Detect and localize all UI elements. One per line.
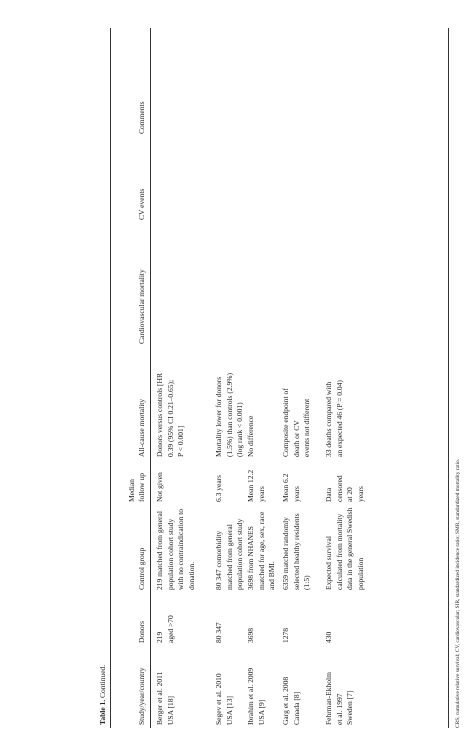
bottom-rule [448, 28, 449, 728]
table-footnote: CRS, cumulative relative survival; CV, cardiovascular; SIR, standardized incidence ratio; SMR, standardized mortality ratio. [455, 458, 461, 728]
header-cv-events: CV events [137, 188, 146, 220]
row5-median: Data censored at 20 years [324, 475, 365, 502]
row3-allcause: No difference [246, 415, 255, 457]
row1-donors: 219 aged >70 [155, 615, 175, 643]
rotated-table [98, 28, 473, 728]
header-median-line2: follow up [137, 473, 146, 502]
row1-control: 219 matched from general population cohort study with no contraindication to donation. [155, 508, 196, 590]
header-rule [150, 28, 151, 728]
header-comments: Comments [137, 101, 146, 134]
table-caption [98, 665, 107, 725]
row1-median: Not given [155, 472, 164, 502]
row2-control: 80 347 comorbidity matched from general population cohort study [214, 518, 244, 590]
row3-median: Mean 12.2 years [246, 469, 266, 502]
row4-control: 6359 matched randomly selected healthy residents (1:5) [281, 513, 311, 590]
row2-allcause: Mortality lower for donors (1.5%) than controls (2.9%) (log rank < 0.001) [214, 373, 244, 457]
header-donors: Donors [137, 620, 146, 643]
row5-study: Fehrman-Ekholm et al. 1997 Sweden [7] [324, 672, 354, 725]
row2-median: 6.3 years [214, 474, 223, 502]
row5-donors: 430 [324, 631, 333, 643]
row2-donors: 80 347 [214, 622, 223, 643]
header-cardiovascular-mortality: Cardiovascular mortality [137, 269, 146, 344]
row3-donors: 3698 [246, 628, 255, 643]
header-study: Study/year/country [137, 667, 146, 725]
row3-control: 3698 from NHANES matched for age, sex, race and BMI. [246, 511, 276, 590]
header-allcause-mortality: All-cause mortality [137, 398, 146, 457]
top-rule [110, 28, 111, 728]
row1-allcause: Donors versus controls [HR 0.39 (95% CI 0.21–0.65); P < 0.001] [155, 373, 185, 457]
row1-study: Berger et al. 2011 USA [18] [155, 671, 175, 725]
caption-label: Table 1. [98, 699, 107, 725]
row4-donors: 1278 [281, 628, 290, 643]
row4-study: Garg et al. 2008 Canada [8] [281, 676, 301, 725]
header-control-group: Control group [137, 547, 146, 590]
row4-allcause: Composite endpoint of death or CV events not different [281, 388, 311, 457]
caption-text: Continued. [98, 664, 107, 698]
row4-median: Mean 6.2 years [281, 473, 301, 502]
row5-allcause: 33 deaths compared with an expected 46 (P = 0.04) [324, 380, 344, 457]
row5-control: Expected survival calculated from mortality data in the general Swedish population [324, 507, 365, 590]
row3-study: Ibrahim et al. 2009 USA [9] [246, 667, 266, 725]
row2-study: Segev et al. 2010 USA [13] [214, 673, 234, 725]
header-median-line1: Median [127, 479, 136, 502]
